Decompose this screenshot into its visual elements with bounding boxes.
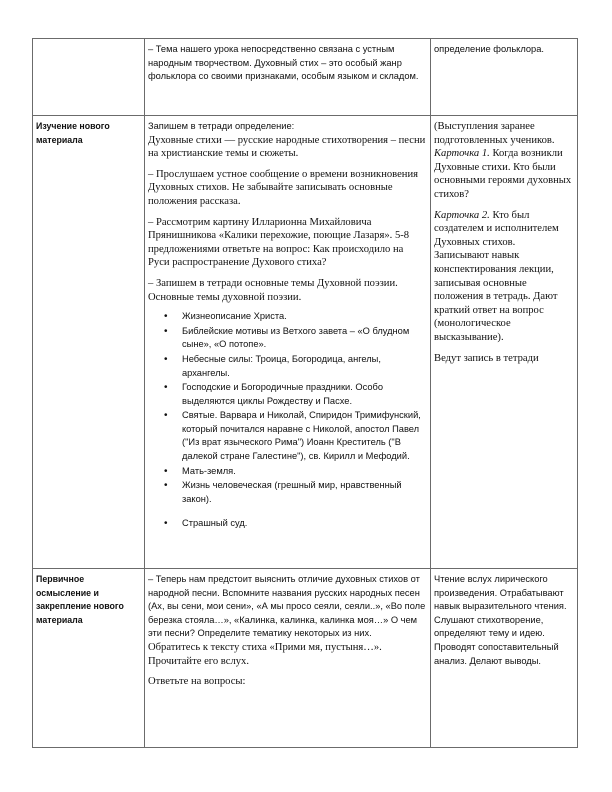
stage-cell: Первичное осмысление и закрепление нового материала bbox=[33, 569, 145, 748]
definition-text: Духовные стихи — русские народные стихотворения – песни на христианские темы и сюжеты. bbox=[148, 134, 426, 160]
teacher-activity-cell bbox=[145, 116, 431, 569]
teacher-activity-cell bbox=[145, 39, 431, 116]
card-1-label: Карточка 1. bbox=[434, 148, 490, 160]
teacher-activity-cell bbox=[145, 569, 431, 748]
teacher-text: Обратитесь к тексту стиха «Прими мя, пустыня…». Прочитайте его вслух. bbox=[148, 641, 382, 667]
student-activity-cell bbox=[431, 569, 578, 748]
card-1-text: Когда возникли Духовные стихи. Кто были основными героями духовных стихов? bbox=[434, 148, 572, 200]
topics-list bbox=[148, 310, 427, 531]
list-item: • Небесные силы: Троица, Богородица, ангелы, архангелы. bbox=[182, 353, 427, 380]
stage-cell bbox=[33, 39, 145, 116]
student-text: Чтение вслух лирического произведения. Отрабатывают навык выразительного чтения. Слушают стихотворение, определяют тему и идею. Проводят сопоставительный анализ. Делают выводы. bbox=[434, 574, 567, 666]
student-text: Ведут запись в тетради bbox=[434, 352, 539, 364]
table-row bbox=[33, 39, 578, 116]
list-item: • Господские и Богородичные праздники. Особо выделяются циклы Рождеству и Пасхе. bbox=[182, 381, 427, 408]
teacher-text: – Рассмотрим картину Илларионна Михайловича Прянишникова «Калики перехожие, поющие Лазаря». 5-8 предложениями ответьте на вопрос: Как происходило на Руси распространение Духового стиха? bbox=[148, 216, 410, 269]
lesson-plan-table bbox=[32, 38, 578, 748]
student-text: Записывают навык конспектирования лекции, записывая основные положения в тетрадь. Дают краткий ответ на вопрос (монологическое высказывание). bbox=[434, 250, 558, 343]
student-text: (Выступления заранее подготовленных учеников. bbox=[434, 121, 555, 146]
card-2-label: Карточка 2. bbox=[434, 209, 490, 221]
teacher-text: – Запишем в тетради основные темы Духовной поэзии. Основные темы духовной поэзии. bbox=[148, 277, 398, 303]
list-item: • Библейские мотивы из Ветхого завета – «О блудном сыне», «О потопе». bbox=[182, 325, 427, 352]
student-activity-cell bbox=[431, 39, 578, 116]
list-item: • Святые. Варвара и Николай, Спиридон Тримифунский, который почитался наравне с Николой, апостол Павел ("Из врат языческого Рима") Иоанн Креститель ("В далекой стране Галестине"), св. Кирилл и Мефодий. bbox=[182, 409, 427, 463]
teacher-intro: Запишем в тетради определение: bbox=[148, 121, 295, 131]
list-item: • Жизнь человеческая (грешный мир, нравственный закон). bbox=[182, 479, 427, 506]
table-row bbox=[33, 116, 578, 569]
table-row bbox=[33, 569, 578, 748]
teacher-text: – Тема нашего урока непосредственно связана с устным народным творчеством. Духовный стих – это особый жанр фольклора со своими признаками, особым языком и складом. bbox=[148, 44, 419, 82]
list-item: • Жизнеописание Христа. bbox=[182, 310, 427, 324]
teacher-text: – Теперь нам предстоит выяснить отличие духовных стихов от народной песни. Вспомните названия русских народных песен (Ах, вы сени, мои сени», «А мы просо сеяли, сеяли..», «Во поле березка стояла…», «Калинка, калинка, калинка моя…» О чем эти песни? Определите тематику некоторых из них. bbox=[148, 574, 426, 639]
card-2-text: Кто был создателем и исполнителем Духовных стихов. bbox=[434, 209, 559, 248]
stage-cell: Изучение нового материала bbox=[33, 116, 145, 569]
student-activity-cell bbox=[431, 116, 578, 569]
list-item: • Страшный суд. bbox=[182, 517, 427, 531]
card-2 bbox=[434, 209, 574, 250]
teacher-text: – Прослушаем устное сообщение о времени возникновения Духовных стихов. Не забывайте записывать основные положения рассказа. bbox=[148, 168, 419, 207]
list-item: • Мать-земля. bbox=[182, 465, 427, 479]
teacher-text: Ответьте на вопросы: bbox=[148, 676, 246, 688]
card-1 bbox=[434, 147, 574, 201]
student-text: определение фольклора. bbox=[434, 44, 544, 54]
